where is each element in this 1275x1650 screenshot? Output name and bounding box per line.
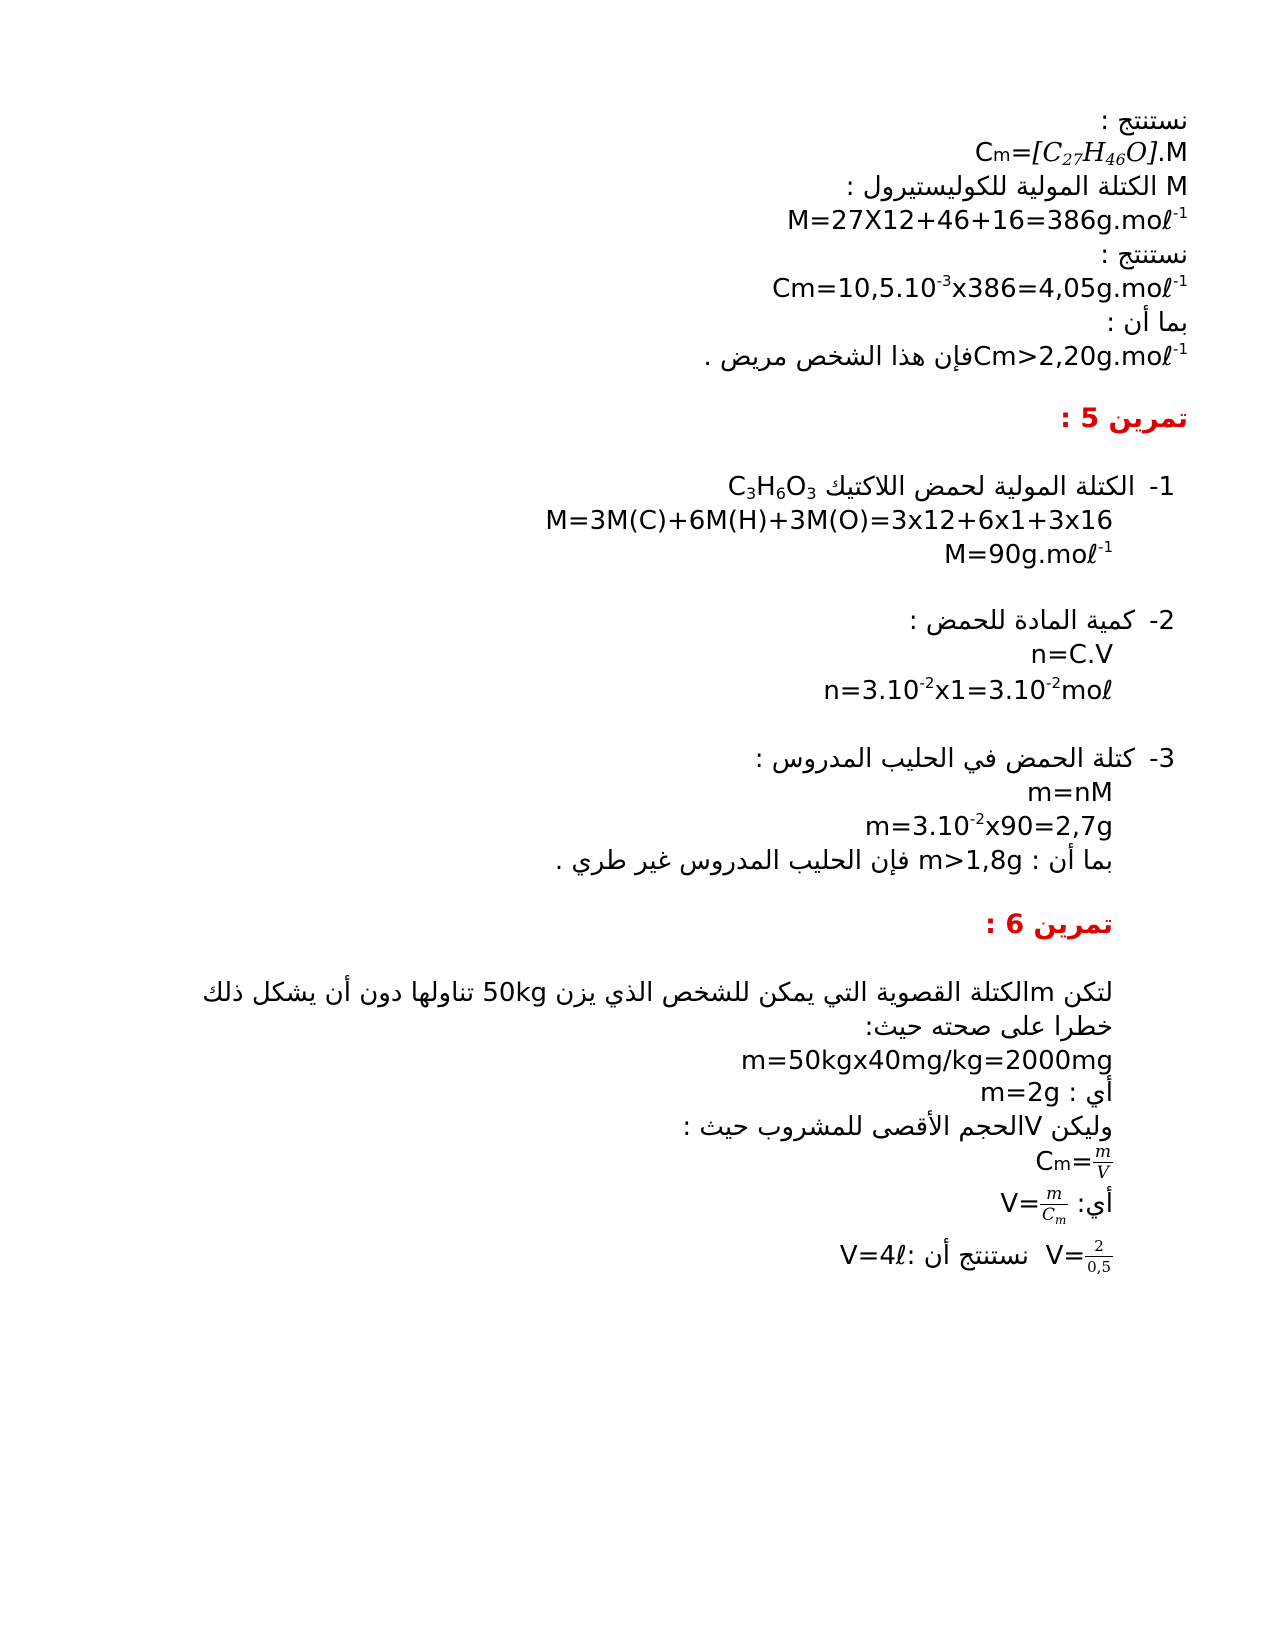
- ex5-equation-n: n=C.V: [1030, 640, 1113, 670]
- ex5-result-n: $n=3.10^{-2}x1=3.10^{-2}mo\ell$: [823, 674, 1113, 706]
- text-line-conclude-1: نستنتج :: [1100, 106, 1188, 136]
- equation-cm-formula: $Cm=[C_{27}H_{46}O].M$: [974, 138, 1188, 169]
- text-line-since: بما أن :: [1106, 308, 1188, 338]
- exercise-5-heading: تمرين 5 :: [1060, 403, 1188, 434]
- fraction-2-over-05: $\frac{2}{0,5}$: [1087, 1237, 1111, 1276]
- ex6-equation-m-2g: أي : m=2g: [979, 1078, 1113, 1108]
- ex5-result-molar-mass: M=90g.moℓ$^{-1}$: [943, 538, 1113, 570]
- ex5-conclusion: بما أن : m>1,8g فإن الحليب المدروس غير طري .: [554, 846, 1113, 876]
- fraction-m-over-cm: $\frac{m}{C_m}$: [1041, 1184, 1067, 1227]
- equation-molar-mass: M=27X12+46+16=386g.moℓ$^{-1}$: [786, 204, 1188, 236]
- ex6-equation-v: أي: V= $\frac{m}{C_m}$: [1000, 1184, 1113, 1227]
- ex6-paragraph-1: لتكن mالكتلة القصوية التي يمكن للشخص الذي يزن 50kg تناولها دون أن يشكل ذلك: [202, 978, 1113, 1008]
- ex5-question-3: -3كتلة الحمض في الحليب المدروس :: [754, 744, 1175, 774]
- ex6-paragraph-3: وليكن Vالحجم الأقصى للمشروب حيث :: [682, 1112, 1113, 1142]
- ex6-equation-cm: Cm= $\frac{m}{V}$: [1035, 1142, 1111, 1183]
- ex5-question-1: -1الكتلة المولية لحمض اللاكتيك $C_3H_6O_3$: [727, 472, 1175, 503]
- fraction-m-over-v: $\frac{m}{V}$: [1094, 1142, 1111, 1183]
- text-line-conclude-2: نستنتج :: [1100, 240, 1188, 270]
- ex5-equation-m: m=nM: [1026, 778, 1113, 808]
- ex6-equation-v-result: V= $\frac{2}{0,5}$ نستنتج أن :V=4ℓ: [839, 1237, 1111, 1276]
- exercise-6-heading: تمرين 6 :: [985, 909, 1113, 940]
- text-line-patient-conclusion: Cm>2,20g.moℓ$^{-1}$فإن هذا الشخص مريض .: [703, 340, 1188, 372]
- text-line-molar-mass-cholesterol: M الكتلة المولية للكوليستيرول :: [845, 172, 1188, 202]
- ex5-equation-molar-mass: M=3M(C)+6M(H)+3M(O)=3x12+6x1+3x16: [545, 506, 1113, 536]
- equation-cm-value: $Cm=10,5.10^{-3}x386=4,05g.mo\ell^{-1}$: [772, 272, 1188, 304]
- ex5-result-m: $m=3.10^{-2}x90=2,7g$: [864, 810, 1113, 842]
- ex5-question-2: -2كمية المادة للحمض :: [908, 606, 1175, 636]
- ex6-paragraph-2: خطرا على صحته حيث:: [864, 1012, 1113, 1042]
- ex6-equation-mass: m=50kgx40mg/kg=2000mg: [740, 1046, 1113, 1076]
